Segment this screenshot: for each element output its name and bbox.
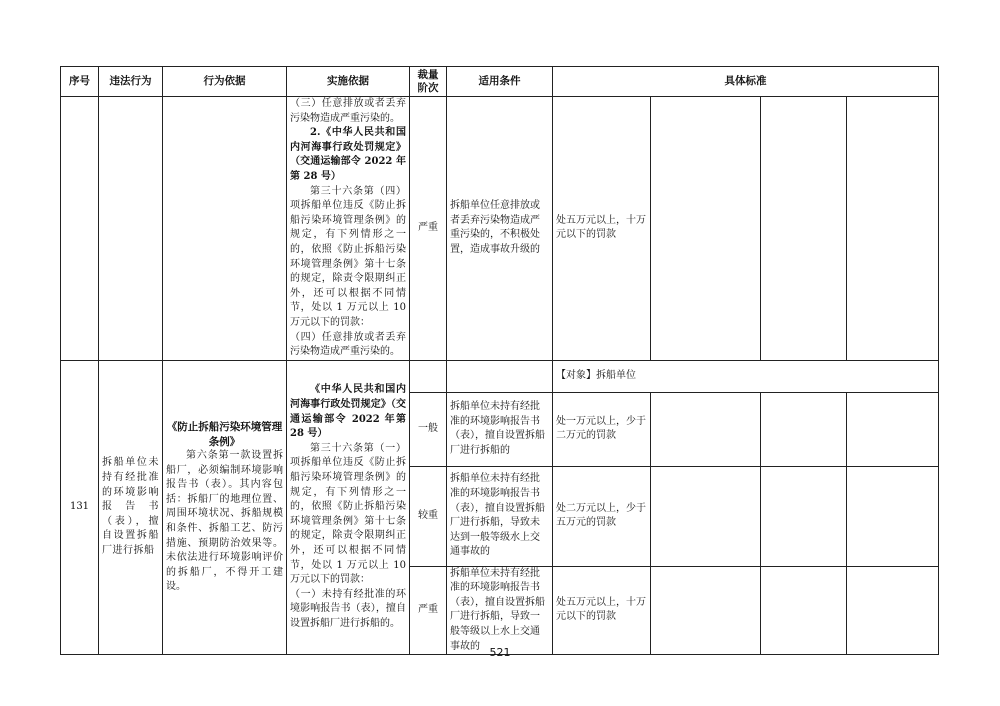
header-violation: 违法行为 <box>99 67 163 97</box>
cell-empty <box>651 466 761 566</box>
header-degree: 裁量阶次 <box>410 67 447 97</box>
cell-violation: 拆船单位未持有经批准的环境影响报告书（表），擅自设置拆船厂进行拆船 <box>99 360 163 655</box>
impl-paragraph: （四）任意排放或者丢弃污染物造成严重污染的。 <box>290 331 406 358</box>
cell-condition: 拆船单位未持有经批准的环境影响报告书（表），擅自设置拆船厂进行拆船，导致未达到一般等级水上交通事故的 <box>447 466 553 566</box>
legal-paragraph: 第六条第一款设置拆船厂，必须编制环境影响报告书（表）。其内容包括：拆船厂的地理位置、周围环境状况、拆船规模和条件、拆船工艺、防污措施、预期防治效果等。未依法进行环境影响评价的拆船厂，不得开工建设。 <box>166 450 283 593</box>
impl-paragraph: 第三十六条第（四）项拆船单位违反《防止拆船污染环境管理条例》的规定，有下列情形之一的，依照《防止拆船污染环境管理条例》第十七条的规定，除责令限期纠正外，还可以根据不同情节，处以 1 万元以上 10 万元以下的罚款： <box>290 185 406 328</box>
cell-empty <box>761 392 847 466</box>
cell-seq-empty <box>61 97 99 361</box>
legal-regulation-title: 《防止拆船污染环境管理条例》 <box>166 420 283 448</box>
cell-standard: 处二万元以上，少于五万元的罚款 <box>553 466 651 566</box>
cell-empty <box>761 97 847 361</box>
cell-empty <box>847 466 939 566</box>
cell-legal-basis <box>163 360 287 655</box>
table-row-131-object <box>61 360 939 392</box>
cell-condition-empty <box>447 360 553 392</box>
cell-empty <box>847 392 939 466</box>
cell-standard: 处五万元以上，十万元以下的罚款 <box>553 566 651 655</box>
impl-paragraph: （三）任意排放或者丢弃污染物造成严重污染的。 <box>290 98 406 124</box>
cell-degree: 严重 <box>410 97 447 361</box>
header-standard: 具体标准 <box>553 67 939 97</box>
page-number: 521 <box>489 646 511 659</box>
cell-standard: 处一万元以上，少于二万元的罚款 <box>553 392 651 466</box>
cell-empty <box>847 97 939 361</box>
impl-paragraph: （一）未持有经批准的环境影响报告书（表），擅自设置拆船厂进行拆船的。 <box>290 588 406 629</box>
header-impl-basis: 实施依据 <box>287 67 410 97</box>
cell-empty <box>651 392 761 466</box>
cell-degree-empty <box>410 360 447 392</box>
cell-degree: 严重 <box>410 566 447 655</box>
cell-standard: 处五万元以上，十万元以下的罚款 <box>553 97 651 361</box>
cell-degree: 一般 <box>410 392 447 466</box>
cell-impl-basis <box>287 360 410 655</box>
cell-condition: 拆船单位未持有经批准的环境影响报告书（表），擅自设置拆船厂进行拆船，导致一般等级以上水上交通事故的 <box>447 566 553 655</box>
header-seq: 序号 <box>61 67 99 97</box>
cell-degree: 较重 <box>410 466 447 566</box>
cell-impl-basis <box>287 97 410 361</box>
impl-paragraph: 第三十六条第（一）项拆船单位违反《防止拆船污染环境管理条例》的规定，有下列情形之一的，依照《防止拆船污染环境管理条例》第十七条的规定，除责令限期纠正外，还可以根据不同情节，处以 1 万元以上 10 万元以下的罚款： <box>290 442 406 586</box>
impl-regulation-title: 《中华人民共和国内河海事行政处罚规定》（交通运输部令 2022 年第 28 号） <box>290 384 406 440</box>
cell-condition: 拆船单位未持有经批准的环境影响报告书（表），擅自设置拆船厂进行拆船的 <box>447 392 553 466</box>
cell-empty <box>651 97 761 361</box>
cell-empty <box>847 566 939 655</box>
cell-violation-empty <box>99 97 163 361</box>
cell-empty <box>761 566 847 655</box>
table-row-continued <box>61 97 939 361</box>
cell-object: 【对象】拆船单位 <box>553 360 939 392</box>
cell-empty <box>651 566 761 655</box>
cell-legal-basis-empty <box>163 97 287 361</box>
header-condition: 适用条件 <box>447 67 553 97</box>
penalty-standards-table <box>60 66 939 655</box>
cell-seq: 131 <box>61 360 99 655</box>
cell-condition: 拆船单位任意排放或者丢弃污染物造成严重污染的，不积极处置，造成事故升级的 <box>447 97 553 361</box>
cell-empty <box>761 466 847 566</box>
impl-regulation-title: 2.《中华人民共和国内河海事行政处罚规定》（交通运输部令 2022 年第 28 号） <box>290 127 406 182</box>
header-legal-basis: 行为依据 <box>163 67 287 97</box>
header-row <box>61 67 939 97</box>
